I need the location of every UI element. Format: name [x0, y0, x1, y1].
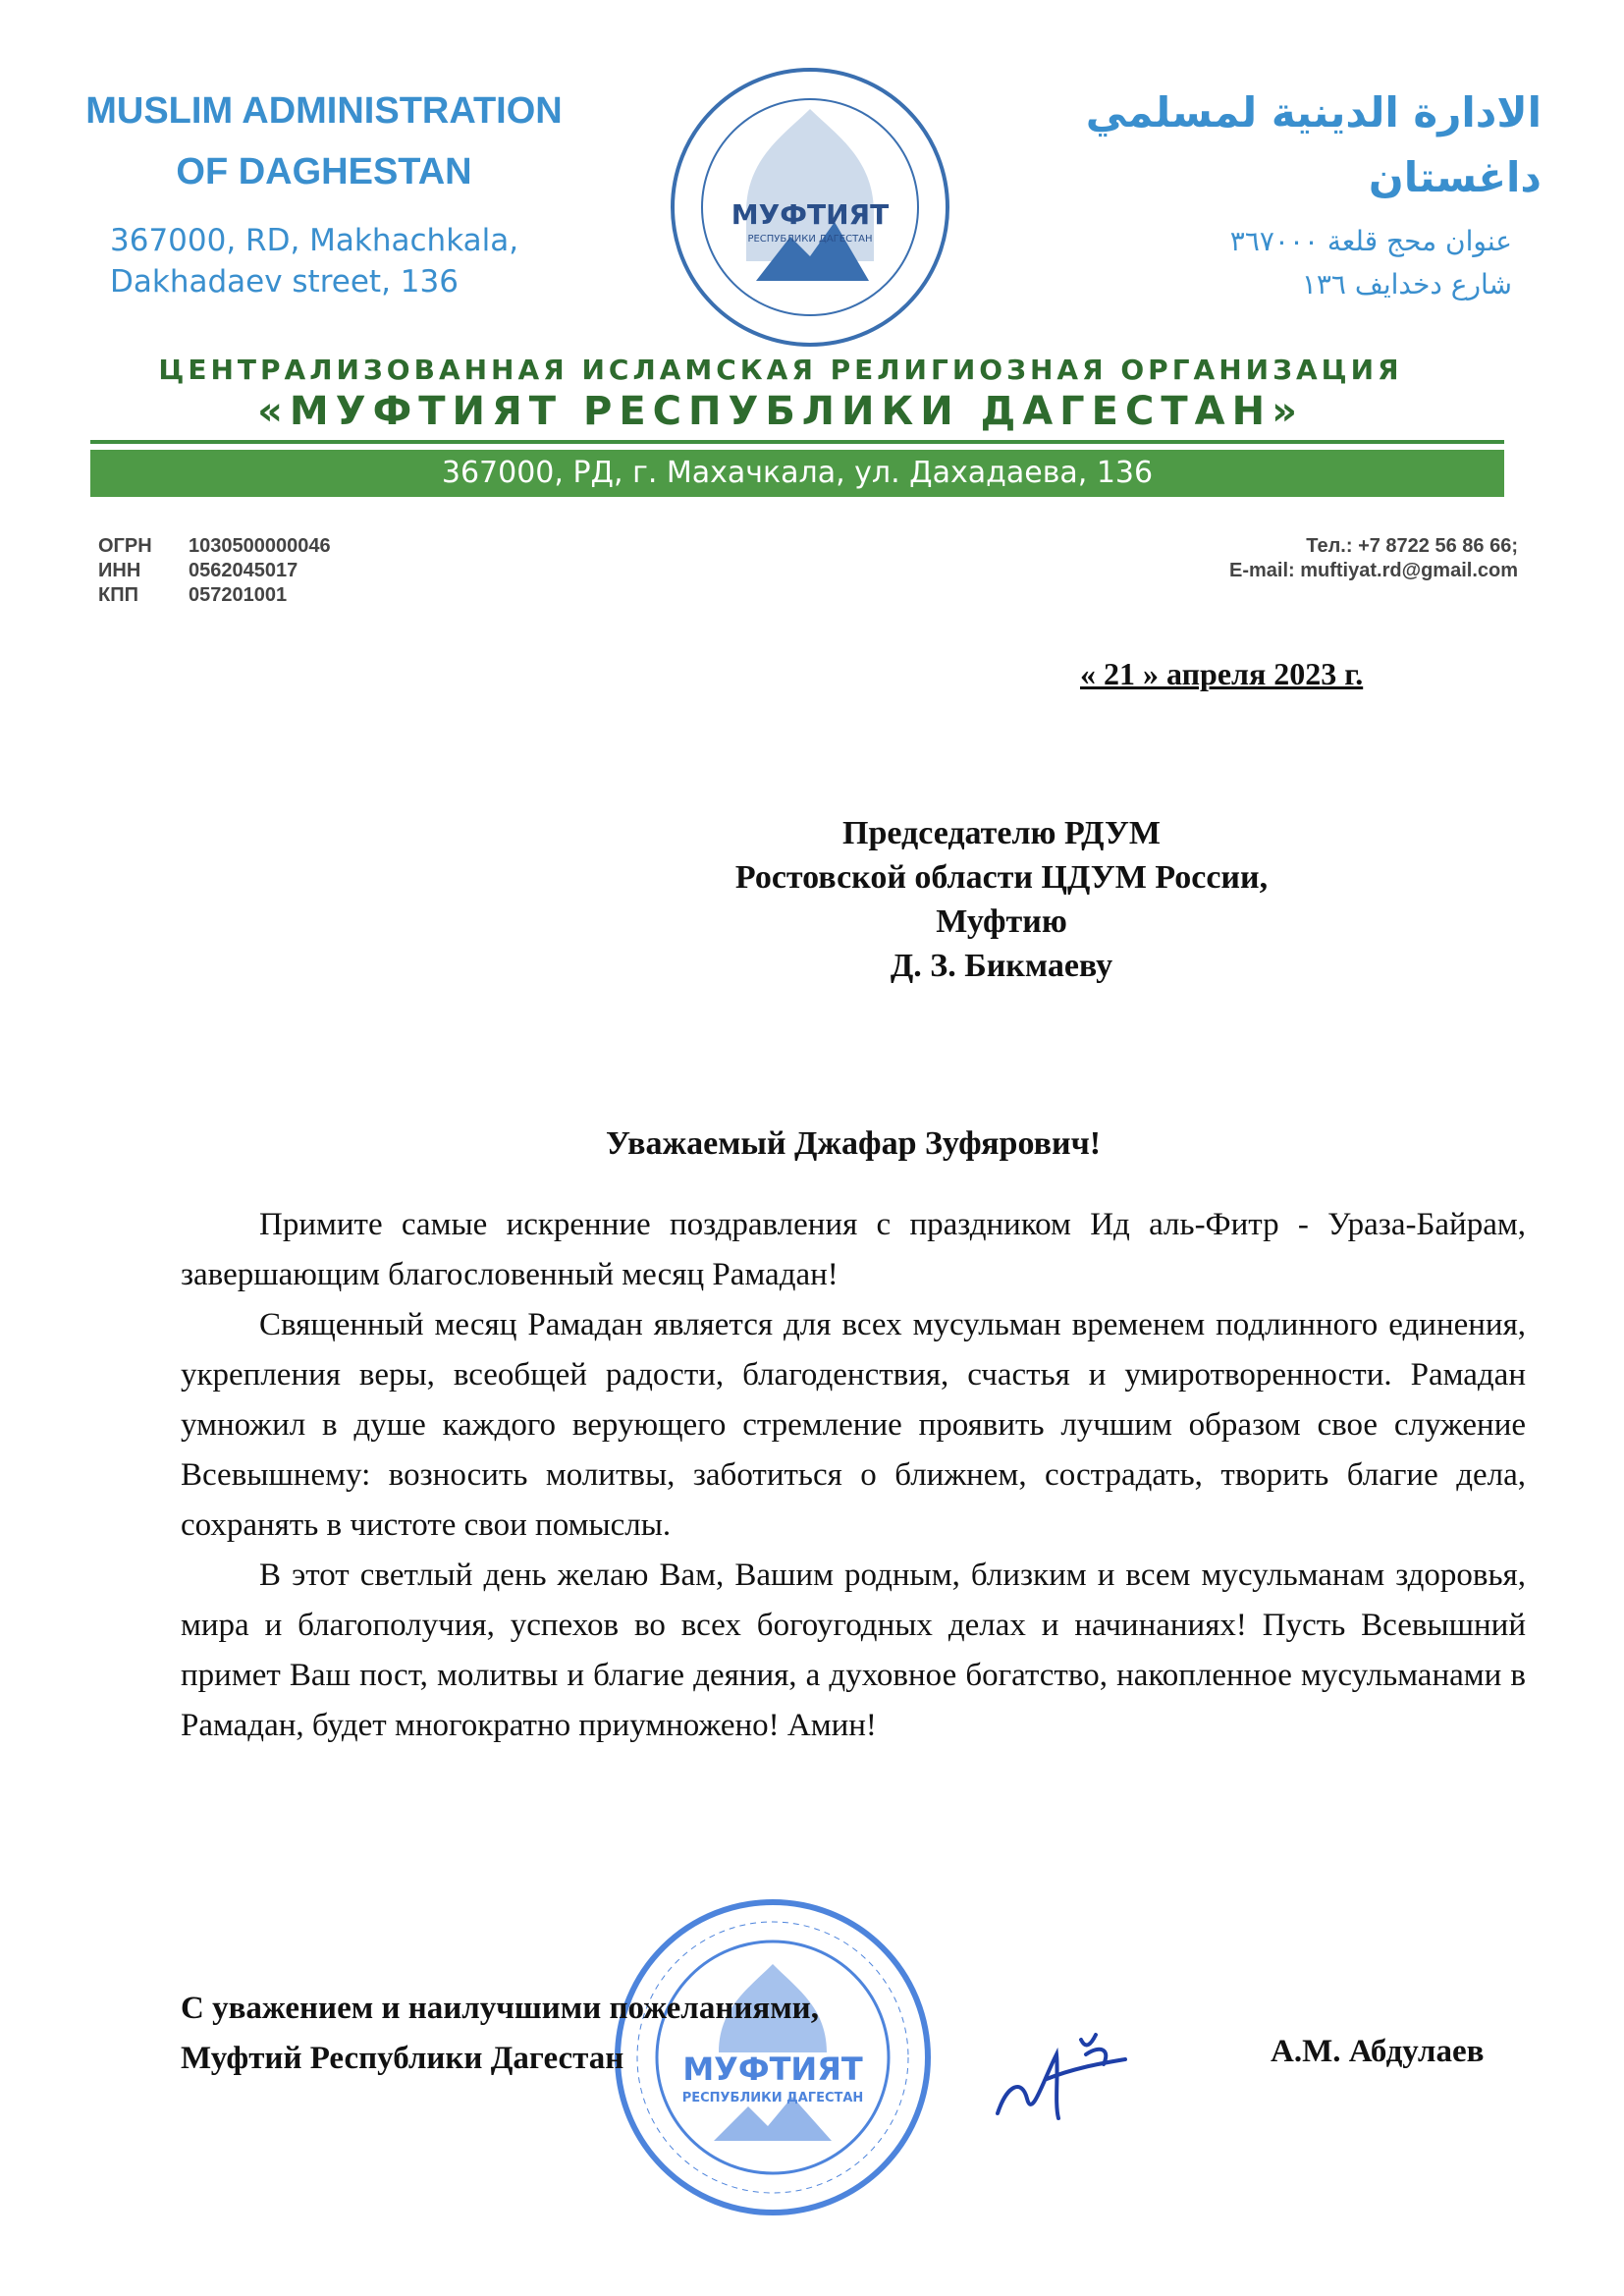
letter-date: « 21 » апреля 2023 г.	[1080, 656, 1364, 691]
org-title-line: «МУФТИЯТ РЕСПУБЛИКИ ДАГЕСТАН»	[257, 389, 1304, 434]
paragraph: Примите самые искренние поздравления с праздником Ид аль-Фитр - Ураза-Байрам, завершающим благословенный месяц Рамадан!	[181, 1207, 1526, 1292]
logo-text: МУФТИЯТ	[731, 198, 890, 231]
email-text: E-mail: muftiyat.rd@gmail.com	[1229, 560, 1518, 581]
phone-text: Тел.: +7 8722 56 86 66;	[1306, 535, 1518, 557]
header-divider	[90, 440, 1504, 444]
inn-value: 0562045017	[189, 560, 298, 581]
muftiyat-logo	[668, 65, 952, 350]
kpp-label: КПП	[98, 584, 138, 606]
org-type-line: ЦЕНТРАЛИЗОВАННАЯ ИСЛАМСКАЯ РЕЛИГИОЗНАЯ ОРГАНИЗАЦИЯ	[158, 354, 1403, 386]
contact-info	[1080, 534, 1518, 583]
ogrn-value: 1030500000046	[189, 535, 331, 557]
org-name-english: MUSLIM ADMINISTRATION OF DAGHESTAN	[85, 90, 563, 192]
address-english: 367000, RD, Makhachkala, Dakhadaev street, 136	[110, 223, 519, 300]
seal-subtext: РЕСПУБЛИКИ ДАГЕСТАН	[681, 2091, 864, 2105]
requisite-values	[189, 534, 331, 608]
signer-name: А.М. Абдулаев	[1271, 2034, 1485, 2069]
address-arabic: عنوان محج قلعة ٣٦٧٠٠٠ شارع دخدايف ١٣٦	[1229, 225, 1512, 301]
addressee-block: Председателю РДУМ Ростовской области ЦДУМ России, Муфтию Д. З. Бикмаеву	[734, 815, 1269, 984]
salutation: Уважаемый Джафар Зуфярович!	[605, 1125, 1102, 1162]
inn-label: ИНН	[98, 560, 141, 581]
paragraph: В этот светлый день желаю Вам, Вашим родным, близким и всем мусульманам здоровья, мира и благополучия, успехов во всех богоугодных делах и начинаниях! Пусть Всевышний примет Ваш пост, молитвы и благие деяния, а духовное богатство, накопленное мусульманами в Рамадан, будет многократно приумножено! Амин!	[181, 1558, 1526, 1743]
handwritten-signature	[988, 2025, 1145, 2133]
logo-subtext: РЕСПУБЛИКИ ДАГЕСТАН	[747, 234, 873, 245]
paragraph: Священный месяц Рамадан является для всех мусульман временем подлинного единения, укрепления веры, всеобщей радости, благоденствия, счастья и умиротворенности. Рамадан умножил в душе каждого верующего стремление проявить лучшим образом свое служение Всевышнему: возносить молитвы, заботиться о ближнем, сострадать, творить благие дела, сохранять в чистоте свои помыслы.	[181, 1307, 1526, 1543]
closing-block: С уважением и наилучшими пожеланиями, Муфтий Республики Дагестан	[181, 1991, 819, 2076]
kpp-value: 057201001	[189, 584, 288, 606]
seal-text: МУФТИЯТ	[682, 2050, 863, 2088]
address-bar: 367000, РД, г. Махачкала, ул. Дахадаева, 136	[90, 450, 1504, 497]
requisite-labels	[98, 534, 152, 608]
ogrn-label: ОГРН	[98, 535, 152, 557]
org-name-arabic: الادارة الدينية لمسلمي داغستان	[1085, 88, 1542, 201]
letter-body	[181, 1200, 1526, 1751]
